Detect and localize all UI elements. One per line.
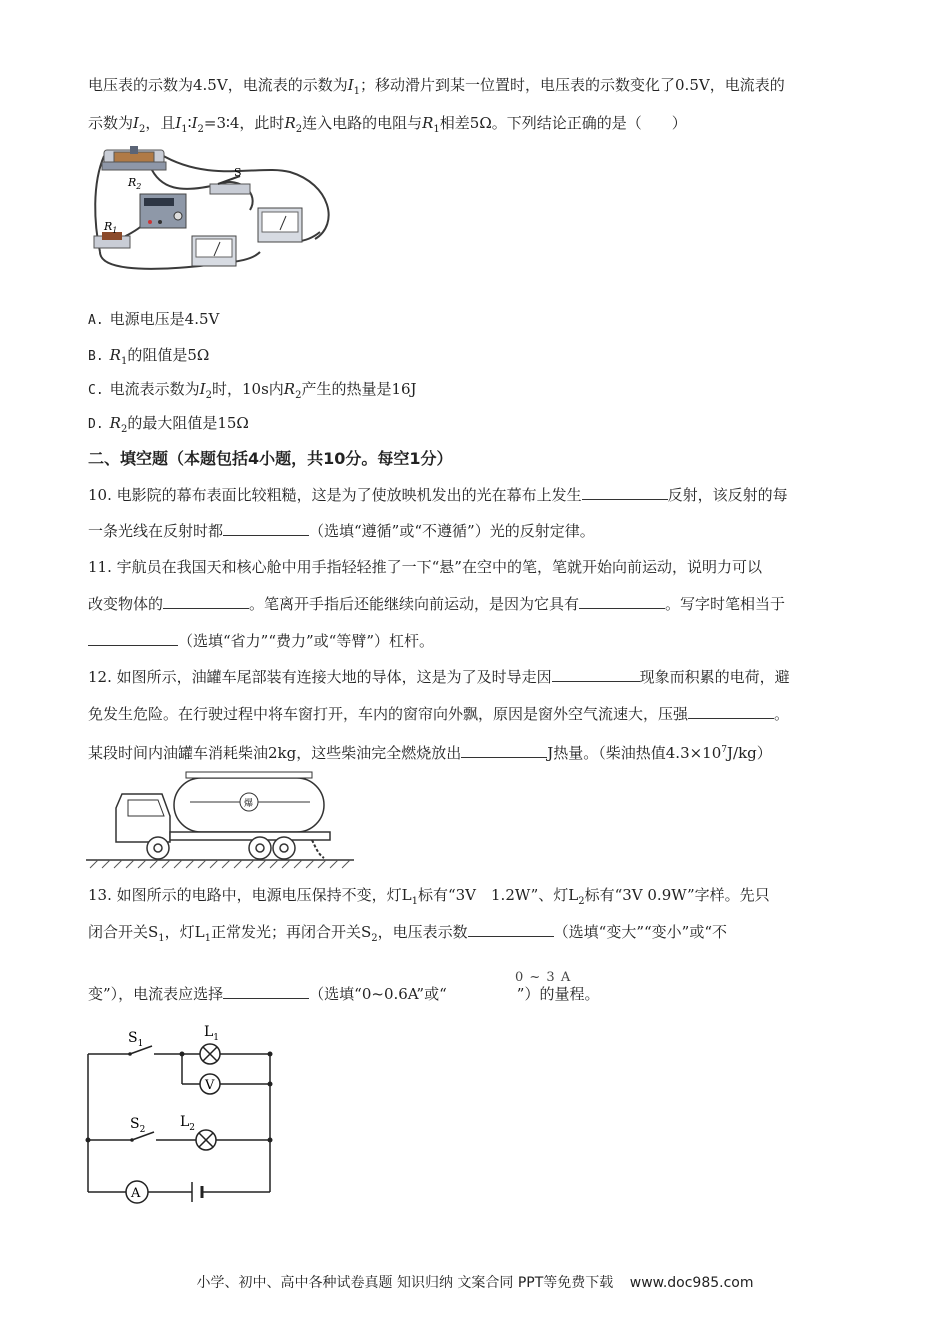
q11-line-2: 改变物体的 。笔离开手指后还能继续向前运动，是因为它具有 。写字时笔相当于 [88,595,786,613]
label-r2: $R_2$ [128,176,142,191]
q9-apparatus-figure [90,144,340,274]
footer-link[interactable]: www.doc985.com [629,1275,754,1291]
label-s1: $S_1$ [128,1030,144,1049]
q12-blank-2[interactable] [688,703,774,719]
q12-line-2: 免发生危险。在行驶过程中将车窗打开，车内的窗帘向外飘，原因是窗外空气流速大，压强 。 [88,705,790,723]
q12-line-3: 某段时间内油罐车消耗柴油2kg，这些柴油完全燃烧放出 J热量。（柴油热值$4.3\times 10^7J/kg$） [88,744,772,762]
page-footer [0,1272,950,1292]
label-r1: $R_1$ [104,220,118,235]
range-label: 0 ~ 3 A [515,970,572,985]
label-s: S [234,166,242,179]
tank-label: 爆 [244,799,254,809]
q10-line-1: 10. 电影院的幕布表面比较粗糙，这是为了使放映机发出的光在幕布上发生 反射，该反射的每 [88,486,788,504]
q13-circuit-diagram [80,1020,280,1210]
q12-blank-3[interactable] [461,742,547,758]
rheostat-r2 [102,146,166,170]
q11-line-3: （选填“省力”“费力”或“等臂”）杠杆。 [88,630,434,652]
q11-blank-3[interactable] [88,630,178,646]
ammeter [258,208,302,242]
q11-line-1: 11. 宇航员在我国天和核心舱中用手指轻轻推了一下“悬”在空中的笔，笔就开始向前运动，说明力可以 [88,558,762,576]
q12-blank-1[interactable] [552,666,640,682]
q9-option-b: B. $R_1$的阻值是5Ω [88,346,210,367]
q13-blank-1[interactable] [468,921,554,937]
q11-blank-1[interactable] [163,593,249,609]
lamp-l1 [200,1044,220,1064]
label-s2: $S_2$ [130,1116,146,1135]
lamp-l2 [196,1130,216,1150]
label-l2: $L_2$ [180,1114,196,1133]
q13-blank-2[interactable] [223,983,309,999]
q13-line-3: 变”），电流表应选择 （选填“0~0.6A”或“ ”）的量程。 [88,985,600,1003]
q13-line-1: 13. 如图所示的电路中，电源电压保持不变，灯$L_1$标有“3V 1.2W”、灯$L_2$标有“3V 0.9W”字样。先只 [88,886,770,907]
q13-line-2: 闭合开关$S_1$，灯$L_1$正常发光；再闭合开关$S_2$，电压表示数 （选填“变大”“变小”或“不 [88,923,728,944]
q9-line-2: 示数为$I_2$，且$I_1∶I_2=3∶4$，此时$R_2$连入电路的电阻与$R_1$相差5Ω。下列结论正确的是（ ） [88,114,687,135]
battery-symbol [192,1182,202,1202]
q12-line-1: 12. 如图所示，油罐车尾部装有连接大地的导体，这是为了及时导走因 现象而积累的电荷，避 [88,668,790,686]
footer-text: 小学、初中、高中各种试卷真题 知识归纳 文案合同 PPT等免费下载 [196,1275,614,1291]
q10-line-2: 一条光线在反射时都 （选填“遵循”或“不遵循”）光的反射定律。 [88,522,595,540]
q10-blank-1[interactable] [582,484,668,500]
svg-text:V: V [205,1078,215,1093]
q9-option-d: D. $R_2$的最大阻值是15Ω [88,414,249,435]
q9-option-a: A. 电源电压是4.5V [88,310,220,328]
tanker-truck-figure [86,768,356,870]
ammeter-symbol [126,1181,148,1203]
svg-text:A: A [131,1186,141,1201]
q10-blank-2[interactable] [223,520,309,536]
power-supply [140,194,186,228]
voltmeter [192,236,236,266]
q11-blank-2[interactable] [579,593,665,609]
section-heading: 二、填空题（本题包括4小题，共10分。每空1分） [88,449,453,468]
voltmeter-symbol [200,1074,220,1094]
label-l1: $L_1$ [204,1024,220,1043]
q9-option-c: C. 电流表示数为$I_2$时，10s内$R_2$产生的热量是16J [88,380,417,401]
q9-line-1: 电压表的示数为4.5V，电流表的示数为$I_1$；移动滑片到某一位置时，电压表的示数变化了0.5V，电流表的 [88,76,785,97]
ground-chain [312,840,324,858]
